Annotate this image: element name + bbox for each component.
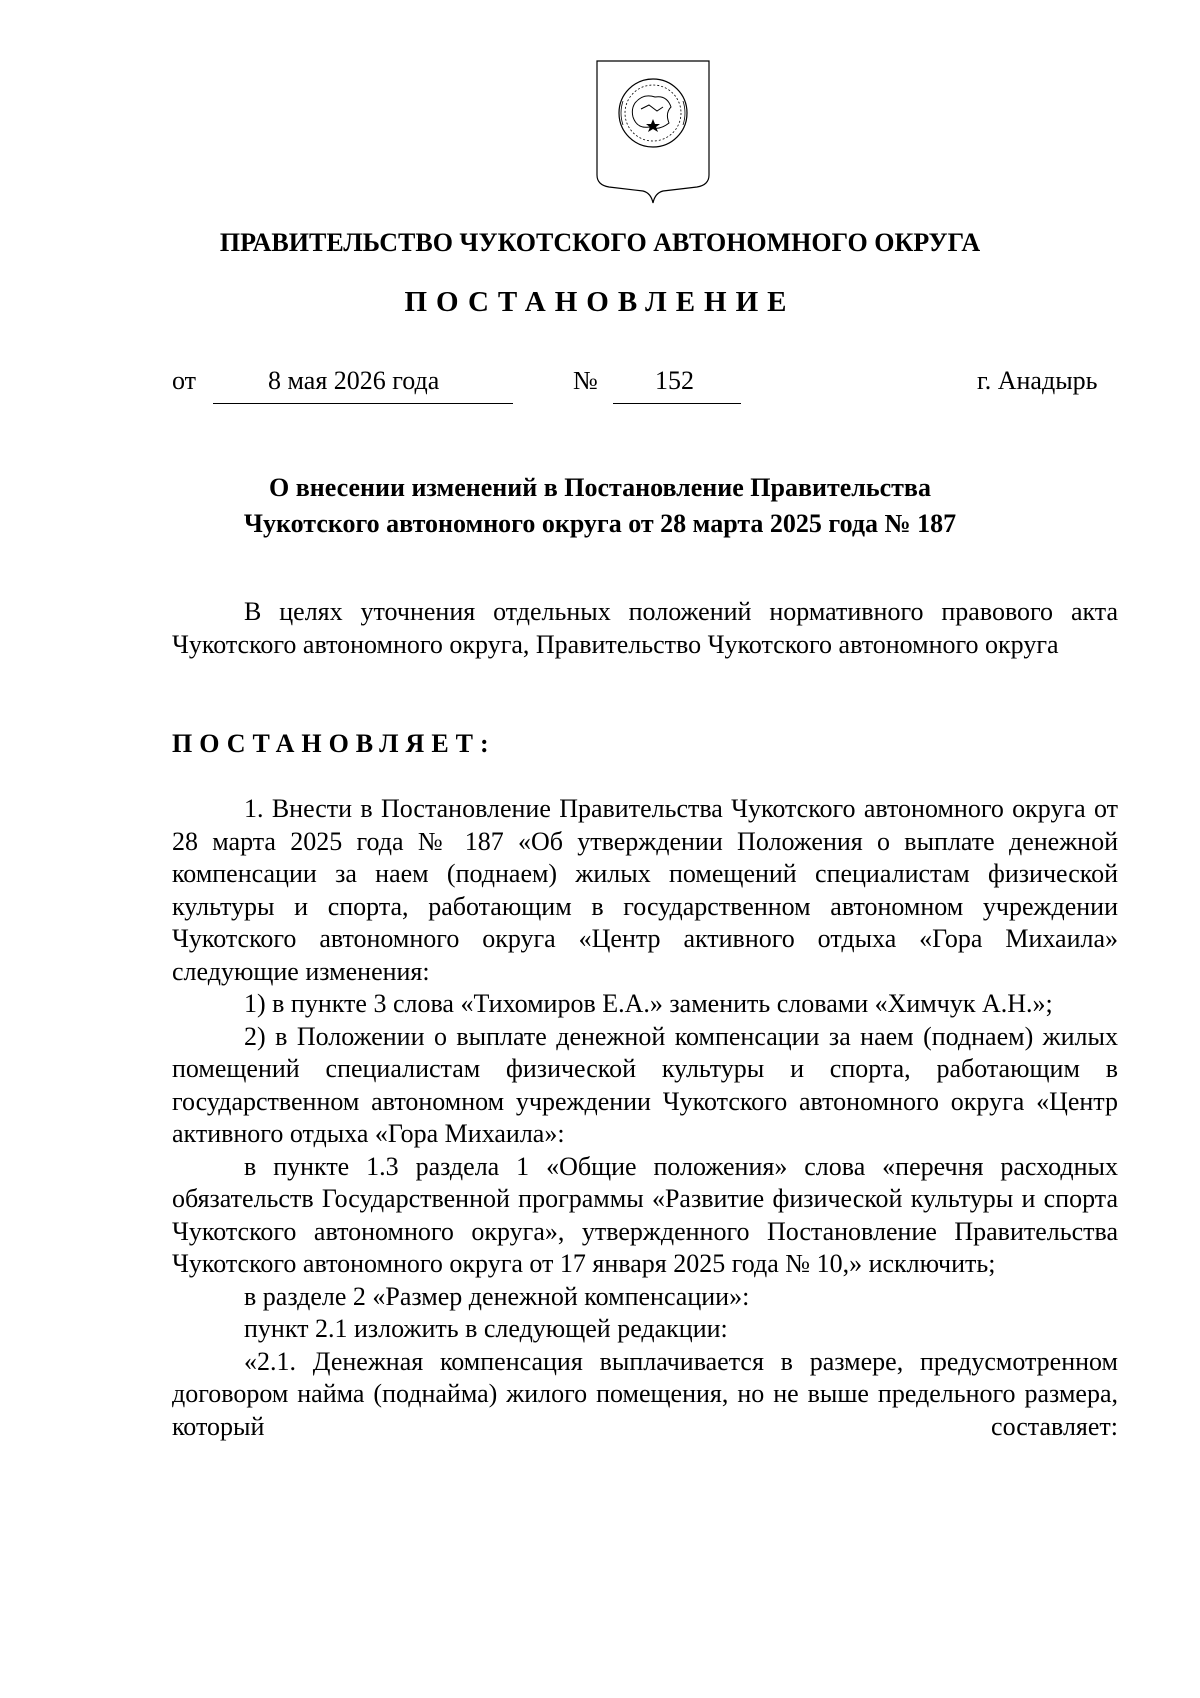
decides-label: ПОСТАНОВЛЯЕТ: xyxy=(172,729,496,758)
item-1: 1. Внести в Постановление Правительства Чукотского автономного округа от 28 марта 2025 года № 187 «Об утверждении Положения о выплате денежной компенсации за наем (поднаем) жилых помещений специалистам физической культуры и спорта, работающим в государственном автономном учреждении Чукотского автономного округа «Центр активного отдыха «Гора Михаила» следующие изменения: xyxy=(172,794,1118,986)
resolution-items xyxy=(172,793,1118,1443)
preamble xyxy=(172,596,1118,661)
decides-heading xyxy=(172,728,1118,761)
item-1-5: пункт 2.1 изложить в следующей редакции: xyxy=(244,1314,728,1343)
item-1-6: «2.1. Денежная компенсация выплачивается в размере, предусмотренном договором найма (поднайма) жилого помещения, но не выше предельного размера, который составляет: xyxy=(172,1346,1118,1441)
date-underline xyxy=(213,403,513,404)
city: г. Анадырь xyxy=(977,366,1098,395)
meta-line xyxy=(0,366,1200,406)
item-1-2: 2) в Положении о выплате денежной компенсации за наем (поднаем) жилых помещений специалистам физической культуры и спорта, работающим в государственном автономном учреждении Чукотского автономного округа «Центр активного отдыха «Гора Михаила»: xyxy=(172,1021,1118,1148)
date-label: от xyxy=(172,366,197,395)
document-number: 152 xyxy=(655,366,694,395)
subject-line: Чукотского автономного округа от 28 марта 2025 года № 187 xyxy=(243,509,957,538)
item-1-4: в разделе 2 «Размер денежной компенсации»: xyxy=(244,1281,750,1311)
number-underline xyxy=(613,403,741,404)
preamble-text: В целях уточнения отдельных положений нормативного правового акта Чукотского автономного округа, Правительство Чукотского автономного округа xyxy=(172,597,1118,659)
document-date: 8 мая 2026 года xyxy=(268,366,440,395)
subject-line: О внесении изменений в Постановление Правительства xyxy=(269,473,931,502)
document-type: ПОСТАНОВЛЕНИЕ xyxy=(404,286,796,318)
number-label: № xyxy=(573,366,598,395)
government-name: ПРАВИТЕЛЬСТВО ЧУКОТСКОГО АВТОНОМНОГО ОКРУГА xyxy=(219,228,981,257)
item-1-3: в пункте 1.3 раздела 1 «Общие положения» слова «перечня расходных обязательств Государственной программы «Развитие физической культуры и спорта Чукотского автономного округа», утвержденного Постановление Правительства Чукотского автономного округа от 17 января 2025 года № 10,» исключить; xyxy=(172,1151,1118,1278)
coat-of-arms-icon xyxy=(593,57,713,205)
document-subject xyxy=(0,470,1200,542)
item-1-1: 1) в пункте 3 слова «Тихомиров Е.А.» заменить словами «Химчук А.Н.»; xyxy=(244,989,1053,1018)
